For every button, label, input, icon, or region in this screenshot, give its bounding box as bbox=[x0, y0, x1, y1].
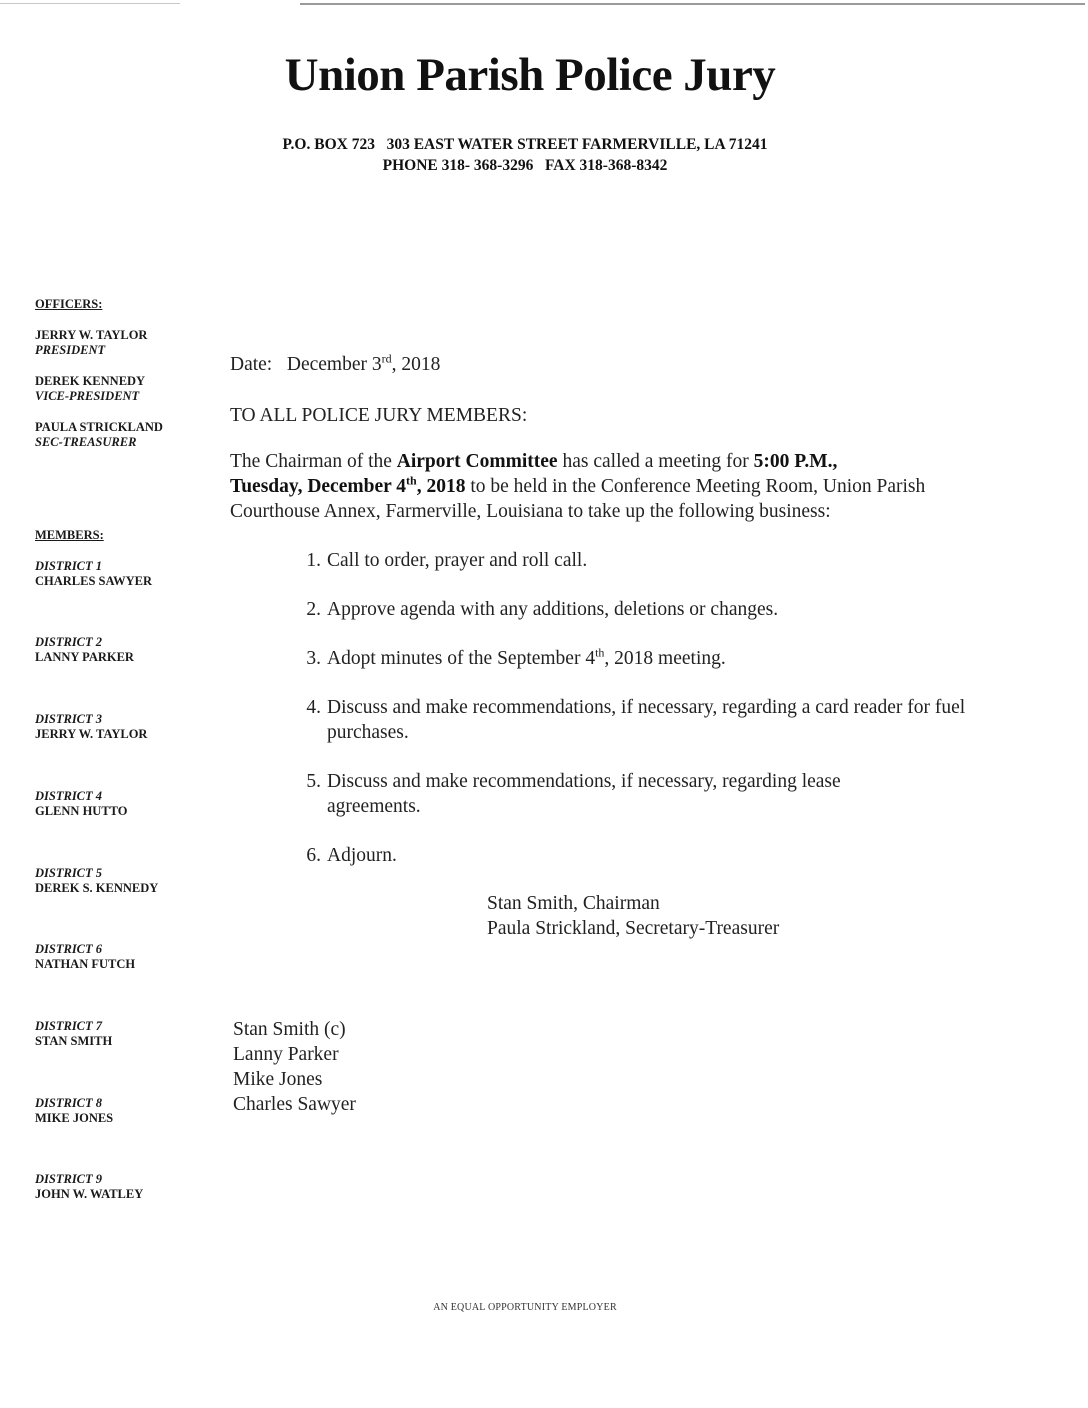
agenda-item: 5. Discuss and make recommendations, if necessary, regarding lease agreements. bbox=[306, 771, 841, 817]
committee-member: Lanny Parker bbox=[233, 1044, 339, 1065]
scan-edge-mark bbox=[0, 3, 180, 4]
meeting-notice-paragraph: The Chairman of the Airport Committee has called a meeting for 5:00 P.M., Tuesday, December 4th, 2018 to be held in the Conference Meeting Room, Union Parish Courthouse Annex, Farmerville, Louisiana to take up the following business: bbox=[230, 451, 926, 522]
committee-member: Charles Sawyer bbox=[233, 1094, 356, 1115]
scan-edge-mark bbox=[300, 3, 1085, 5]
agenda-item: 6. Adjourn. bbox=[306, 845, 397, 866]
officers-heading: OFFICERS: bbox=[35, 297, 103, 311]
member-entry: DISTRICT 4 GLENN HUTTO bbox=[35, 789, 128, 818]
officer-entry: DEREK KENNEDY VICE-PRESIDENT bbox=[35, 374, 146, 403]
member-entry: DISTRICT 8 MIKE JONES bbox=[35, 1096, 114, 1125]
letter-date: Date: December 3rd, 2018 bbox=[230, 351, 441, 375]
member-entry: DISTRICT 5 DEREK S. KENNEDY bbox=[35, 866, 159, 895]
footer-eoe: AN EQUAL OPPORTUNITY EMPLOYER bbox=[433, 1302, 617, 1313]
member-entry: DISTRICT 7 STAN SMITH bbox=[35, 1019, 113, 1048]
agenda-item: 1. Call to order, prayer and roll call. bbox=[306, 550, 588, 571]
agenda-item: 2. Approve agenda with any additions, deletions or changes. bbox=[306, 599, 779, 620]
member-entry: DISTRICT 6 NATHAN FUTCH bbox=[35, 942, 136, 971]
member-entry: DISTRICT 9 JOHN W. WATLEY bbox=[35, 1172, 144, 1201]
letterhead-address: P.O. BOX 723 303 EAST WATER STREET FARMERVILLE, LA 71241 bbox=[282, 136, 768, 153]
officer-entry: PAULA STRICKLAND SEC-TREASURER bbox=[35, 420, 163, 449]
officer-entry: JERRY W. TAYLOR PRESIDENT bbox=[35, 328, 148, 357]
committee-member: Stan Smith (c) bbox=[233, 1019, 346, 1040]
member-entry: DISTRICT 1 CHARLES SAWYER bbox=[35, 559, 153, 588]
agenda-item: 4. Discuss and make recommendations, if necessary, regarding a card reader for fuel purchases. bbox=[306, 697, 966, 743]
agenda-item: 3. Adopt minutes of the September 4th, 2018 meeting. bbox=[306, 645, 726, 669]
signature-chairman: Stan Smith, Chairman bbox=[487, 893, 660, 914]
members-heading: MEMBERS: bbox=[35, 528, 104, 542]
letterhead-phone-fax: PHONE 318- 368-3296 FAX 318-368-8342 bbox=[382, 157, 668, 174]
committee-member: Mike Jones bbox=[233, 1069, 323, 1090]
letterhead-title: Union Parish Police Jury bbox=[284, 49, 776, 101]
letter-salutation: TO ALL POLICE JURY MEMBERS: bbox=[230, 405, 528, 426]
committee-members-list bbox=[233, 1017, 356, 1117]
signature-secretary: Paula Strickland, Secretary-Treasurer bbox=[487, 918, 780, 939]
member-entry: DISTRICT 2 LANNY PARKER bbox=[35, 635, 134, 664]
member-entry: DISTRICT 3 JERRY W. TAYLOR bbox=[35, 712, 148, 741]
